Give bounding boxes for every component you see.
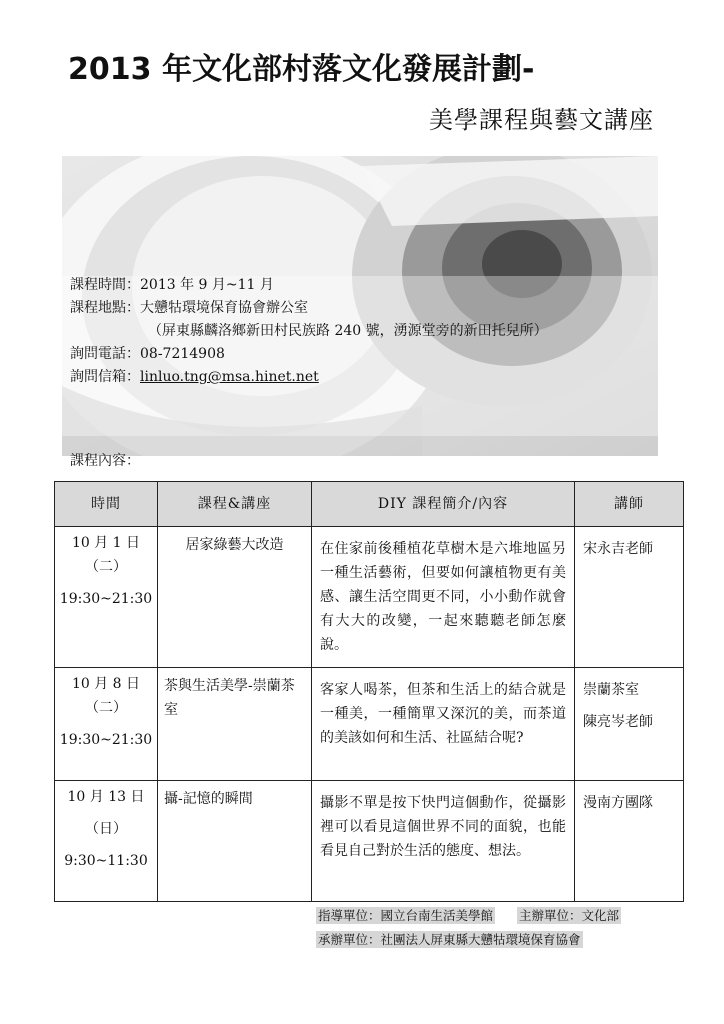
- row-time: [55, 527, 158, 668]
- row-course: 居家綠藝大改造: [158, 527, 312, 668]
- organizer-unit: 承辦單位：社團法人屏東縣大戇牯環境保育協會: [318, 932, 581, 947]
- header-course: 課程&講座: [158, 482, 312, 527]
- row-description: 攝影不單是按下快門這個動作，從攝影裡可以看見這個世界不同的面貌，也能看見自己對於生活的態度、想法。: [312, 781, 575, 902]
- row-weekday: （日）: [85, 821, 127, 837]
- course-info: [70, 274, 548, 389]
- contact-email-row: [70, 366, 548, 389]
- row-description: 客家人喝茶，但茶和生活上的結合就是一種美，一種簡單又深沉的美，而茶道的美該如何和生活、社區結合呢?: [312, 668, 575, 781]
- contact-phone: 詢問電話：08-7214908: [70, 346, 225, 362]
- row-description: 在住家前後種植花草樹木是六堆地區另一種生活藝術，但要如何讓植物更有美感、讓生活空間更不同，小小動作就會有大大的改變，一起來聽聽老師怎麼說。: [312, 527, 575, 668]
- email-link[interactable]: linluo.tng@msa.hinet.net: [140, 369, 319, 385]
- page-title: [68, 48, 708, 92]
- row-time: [55, 781, 158, 902]
- row-hours: 19:30~21:30: [59, 732, 153, 748]
- table-row: [55, 781, 684, 902]
- page-subtitle: 美學課程與藝文講座: [429, 106, 654, 134]
- course-content-label: 課程內容：: [70, 453, 140, 469]
- teacher-name: 陳亮岑老師: [583, 714, 653, 730]
- row-weekday: （二）: [85, 559, 127, 575]
- row-course: 茶與生活美學-崇蘭茶室: [158, 668, 312, 781]
- teacher-name: 宋永吉老師: [583, 541, 653, 557]
- table-header-row: [55, 482, 684, 527]
- table-row: [55, 668, 684, 781]
- title-main: 年文化部村落文化發展計劃-: [161, 52, 535, 87]
- course-address: （屏東縣麟洛鄉新田村民族路 240 號，湧源堂旁的新田托兒所）: [148, 323, 548, 339]
- course-time: 課程時間：2013 年 9 月~11 月: [70, 277, 274, 293]
- row-teacher: [575, 668, 684, 781]
- course-place: 課程地點：大戇牯環境保育協會辦公室: [70, 300, 308, 316]
- row-hours: 9:30~11:30: [64, 853, 148, 869]
- table-row: [55, 527, 684, 668]
- course-table: [54, 481, 684, 902]
- teacher-name: 漫南方團隊: [583, 795, 653, 811]
- email-label: 詢問信箱：: [70, 369, 140, 385]
- title-year: 2013: [68, 52, 152, 87]
- row-date: 10 月 8 日: [71, 676, 141, 692]
- footer-credits: [316, 905, 621, 953]
- guide-unit: 指導單位：國立台南生活美學館: [318, 908, 494, 923]
- teacher-name: 崇蘭茶室: [583, 682, 639, 698]
- header-time: 時間: [55, 482, 158, 527]
- header-teacher: 講師: [575, 482, 684, 527]
- row-hours: 19:30~21:30: [59, 591, 153, 607]
- row-teacher: [575, 527, 684, 668]
- row-weekday: （二）: [85, 700, 127, 716]
- row-date: 10 月 1 日: [71, 535, 141, 551]
- row-teacher: [575, 781, 684, 902]
- row-course: 攝-記憶的瞬間: [158, 781, 312, 902]
- host-unit: 主辦單位：文化部: [519, 908, 620, 923]
- row-date: 10 月 13 日: [67, 789, 145, 805]
- header-description: DIY 課程簡介/內容: [312, 482, 575, 527]
- row-time: [55, 668, 158, 781]
